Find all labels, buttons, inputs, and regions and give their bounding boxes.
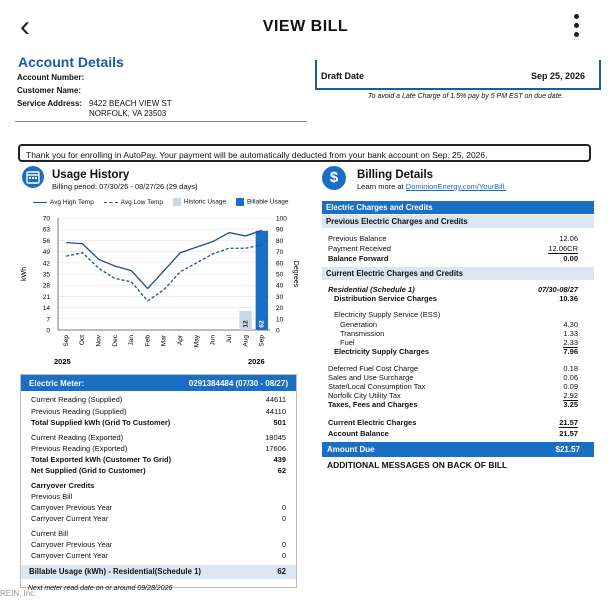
meter-row-label: Current Reading (Supplied): [31, 395, 123, 404]
watermark-text: REIN, Inc.: [0, 589, 37, 598]
y-right-tick-label: 90: [276, 226, 284, 234]
electric-meter-panel: [20, 374, 297, 588]
meter-row: [31, 433, 286, 443]
y-left-tick-label: 0: [46, 327, 50, 335]
meter-row: [31, 466, 286, 476]
bar-data-label: 12: [242, 320, 250, 328]
distribution-row: Distribution Service Charges 10.36: [334, 294, 578, 303]
y-left-tick-label: 70: [42, 215, 50, 223]
account-details-title: Account Details: [18, 54, 124, 70]
meter-row-label: Previous Reading (Exported): [31, 444, 128, 453]
sales-surcharge-row: Sales and Use Surcharge 0.06: [328, 373, 578, 382]
billable-usage-value: 62: [277, 567, 286, 576]
previous-balance-row: Previous Balance 12.06: [328, 234, 578, 243]
y-right-tick-label: 50: [276, 271, 284, 279]
additional-messages-note: ADDITIONAL MESSAGES ON BACK OF BILL: [327, 460, 508, 470]
service-address-line2: NORFOLK, VA 23503: [89, 109, 167, 118]
high-temp-line: [66, 230, 262, 288]
draft-date-label: Draft Date: [321, 71, 365, 81]
legend-billable-usage: Billable Usage: [236, 198, 289, 206]
legend-high-temp: Avg High Temp: [33, 199, 94, 206]
meter-row-label: Previous Reading (Supplied): [31, 407, 127, 416]
balance-forward-row: Balance Forward 0.00: [328, 254, 578, 263]
meter-row: [31, 418, 286, 428]
meter-row: [31, 455, 286, 465]
service-address-label: Service Address:: [17, 99, 83, 108]
year-label-2025: 2025: [54, 357, 71, 366]
y-right-tick-label: 70: [276, 249, 284, 257]
y-right-tick-label: 40: [276, 282, 284, 290]
meter-row-value: 0: [281, 514, 286, 523]
x-tick-label: May: [193, 335, 201, 348]
electric-meter-header: [21, 375, 296, 391]
meter-row-value: 62: [277, 466, 286, 475]
calendar-icon: [22, 166, 44, 188]
amount-due-bar: [322, 442, 594, 457]
meter-row: [31, 503, 286, 513]
legend-low-temp: Avg Low Temp: [104, 199, 163, 206]
previous-charges-header: Previous Electric Charges and Credits: [322, 215, 594, 228]
meter-row-label: Previous Bill: [31, 492, 73, 501]
billing-details-title: Billing Details: [357, 169, 434, 181]
y-left-tick-label: 28: [42, 282, 50, 290]
y-right-tick-label: 80: [276, 237, 284, 245]
electric-meter-label: Electric Meter:: [29, 379, 85, 388]
top-bar: [0, 0, 611, 52]
meter-row-value: 501: [273, 418, 286, 427]
meter-row: [31, 529, 286, 539]
meter-row: [31, 492, 286, 502]
x-tick-label: Dec: [111, 335, 119, 347]
x-tick-label: Sep: [258, 335, 266, 347]
state-tax-row: State/Local Consumption Tax 0.09: [328, 382, 578, 391]
payment-received-row: Payment Received 12.06CR: [328, 244, 578, 253]
meter-row-value: 439: [273, 455, 286, 464]
low-temp-line: [66, 245, 262, 301]
meter-row: [31, 395, 286, 405]
service-address-line1: 9422 BEACH VIEW ST: [89, 99, 172, 108]
page-title: VIEW BILL: [262, 18, 349, 35]
next-read-note: Next meter read date on or around 09/28/2026: [28, 585, 173, 592]
x-tick-label: Aug: [242, 335, 250, 347]
fuel-row: Fuel 2.33: [340, 338, 578, 347]
generation-row: Generation 4.30: [340, 320, 578, 329]
x-tick-label: Jan: [128, 335, 136, 346]
electric-charges-header: Electric Charges and Credits: [322, 201, 594, 214]
autopay-message: Thank you for enrolling in AutoPay. Your payment will be automatically deducted from your bank account on Sep. 25, 2026.: [18, 144, 591, 162]
meter-row-label: Carryover Current Year: [31, 514, 109, 523]
y-left-axis-title: kWh: [21, 267, 28, 281]
meter-row-label: Carryover Current Year: [31, 551, 109, 560]
billing-table: [322, 201, 594, 470]
meter-row-label: Total Exported kWh (Customer To Grid): [31, 455, 172, 464]
meter-row-label: Total Supplied kWh (Grid To Customer): [31, 418, 171, 427]
y-left-tick-label: 7: [46, 316, 50, 324]
y-left-tick-label: 35: [42, 271, 50, 279]
meter-row-label: Carryover Credits: [31, 481, 95, 490]
x-tick-label: Apr: [177, 335, 185, 346]
y-left-tick-label: 49: [42, 249, 50, 257]
meter-row: [31, 540, 286, 550]
x-tick-label: Nov: [95, 335, 103, 347]
meter-row-value: 18045: [265, 433, 286, 442]
more-options-icon[interactable]: [572, 14, 582, 41]
dollar-icon: $: [322, 166, 346, 190]
usage-history-title: Usage History: [52, 169, 130, 181]
year-label-2026: 2026: [248, 357, 265, 366]
x-tick-label: Jul: [225, 335, 233, 344]
billable-usage-row: [21, 565, 296, 579]
y-right-tick-label: 30: [276, 293, 284, 301]
y-right-tick-label: 60: [276, 260, 284, 268]
meter-row-value: 0: [281, 540, 286, 549]
meter-row-label: Current Reading (Exported): [31, 433, 124, 442]
transmission-row: Transmission 1.33: [340, 329, 578, 338]
meter-row-label: Net Supplied (Grid to Customer): [31, 466, 146, 475]
supply-charges-row: Electricity Supply Charges 7.96: [334, 347, 578, 356]
meter-row-value: 44110: [265, 407, 286, 416]
account-number-label: Account Number:: [17, 73, 85, 82]
current-electric-charges-row: Current Electric Charges 21.57: [328, 418, 578, 427]
electric-meter-id: 0291384484 (07/30 - 08/27): [188, 379, 288, 388]
meter-row-label: Carryover Previous Year: [31, 540, 113, 549]
meter-row: [31, 407, 286, 417]
bar-data-label: 62: [258, 320, 266, 328]
meter-row: [31, 551, 286, 561]
meter-row: [31, 444, 286, 454]
y-right-tick-label: 100: [276, 215, 287, 223]
x-tick-label: Feb: [144, 335, 152, 347]
x-tick-label: Mar: [160, 335, 168, 347]
learn-more-link[interactable]: DominionEnergy.com/YourBill.: [405, 182, 507, 191]
back-arrow-icon[interactable]: ‹: [20, 10, 30, 43]
account-details-box: [15, 66, 307, 122]
meter-row-label: Carryover Previous Year: [31, 503, 113, 512]
norfolk-tax-row: Norfolk City Utility Tax 2.92: [328, 391, 578, 400]
draft-date-box: [315, 60, 601, 90]
meter-row: [31, 514, 286, 524]
y-left-tick-label: 21: [42, 293, 50, 301]
meter-row: [31, 481, 286, 491]
amount-due-label: Amount Due: [327, 445, 375, 454]
y-left-tick-label: 63: [42, 226, 50, 234]
y-left-tick-label: 14: [42, 305, 50, 313]
late-charge-note: To avoid a Late Charge of 1.5% pay by 5 PM EST on due date.: [368, 93, 564, 100]
meter-row-label: Current Bill: [31, 529, 69, 538]
residential-row: Residential (Schedule 1) 07/30-08/27: [328, 285, 578, 294]
amount-due-value: $21.57: [555, 445, 580, 454]
taxes-fees-row: Taxes, Fees and Charges 3.25: [328, 400, 578, 409]
x-tick-label: Oct: [79, 335, 87, 346]
ess-row: Electricity Supply Service (ESS): [334, 310, 441, 319]
y-left-tick-label: 42: [42, 260, 50, 268]
y-right-tick-label: 20: [276, 305, 284, 313]
legend-historic-usage: Historic Usage: [173, 198, 226, 206]
y-right-tick-label: 10: [276, 316, 284, 324]
meter-row-value: 44611: [265, 395, 286, 404]
meter-row-value: 17606: [265, 444, 286, 453]
y-right-axis-title: Degrees: [292, 260, 299, 288]
draft-date-value: Sep 25, 2026: [530, 71, 585, 81]
chart-legend: [33, 198, 297, 206]
y-right-tick-label: 0: [276, 327, 280, 335]
usage-chart: [14, 208, 304, 370]
billable-usage-label: Billable Usage (kWh) - Residential(Schedule 1): [29, 567, 201, 576]
customer-name-label: Customer Name:: [17, 86, 82, 95]
meter-row-value: 0: [281, 503, 286, 512]
current-charges-header: Current Electric Charges and Credits: [322, 267, 594, 280]
meter-row-value: 0: [281, 551, 286, 560]
deferred-fuel-row: Deferred Fuel Cost Charge 0.18: [328, 364, 578, 373]
x-tick-label: Sep: [62, 335, 70, 347]
y-left-tick-label: 56: [42, 237, 50, 245]
billing-period: Billing period: 07/30/26 - 08/27/26 (29 days): [52, 182, 198, 191]
learn-more-text: Learn more at DominionEnergy.com/YourBill.: [357, 182, 507, 191]
x-tick-label: Jun: [209, 335, 217, 346]
account-balance-row: Account Balance 21.57: [328, 429, 578, 438]
